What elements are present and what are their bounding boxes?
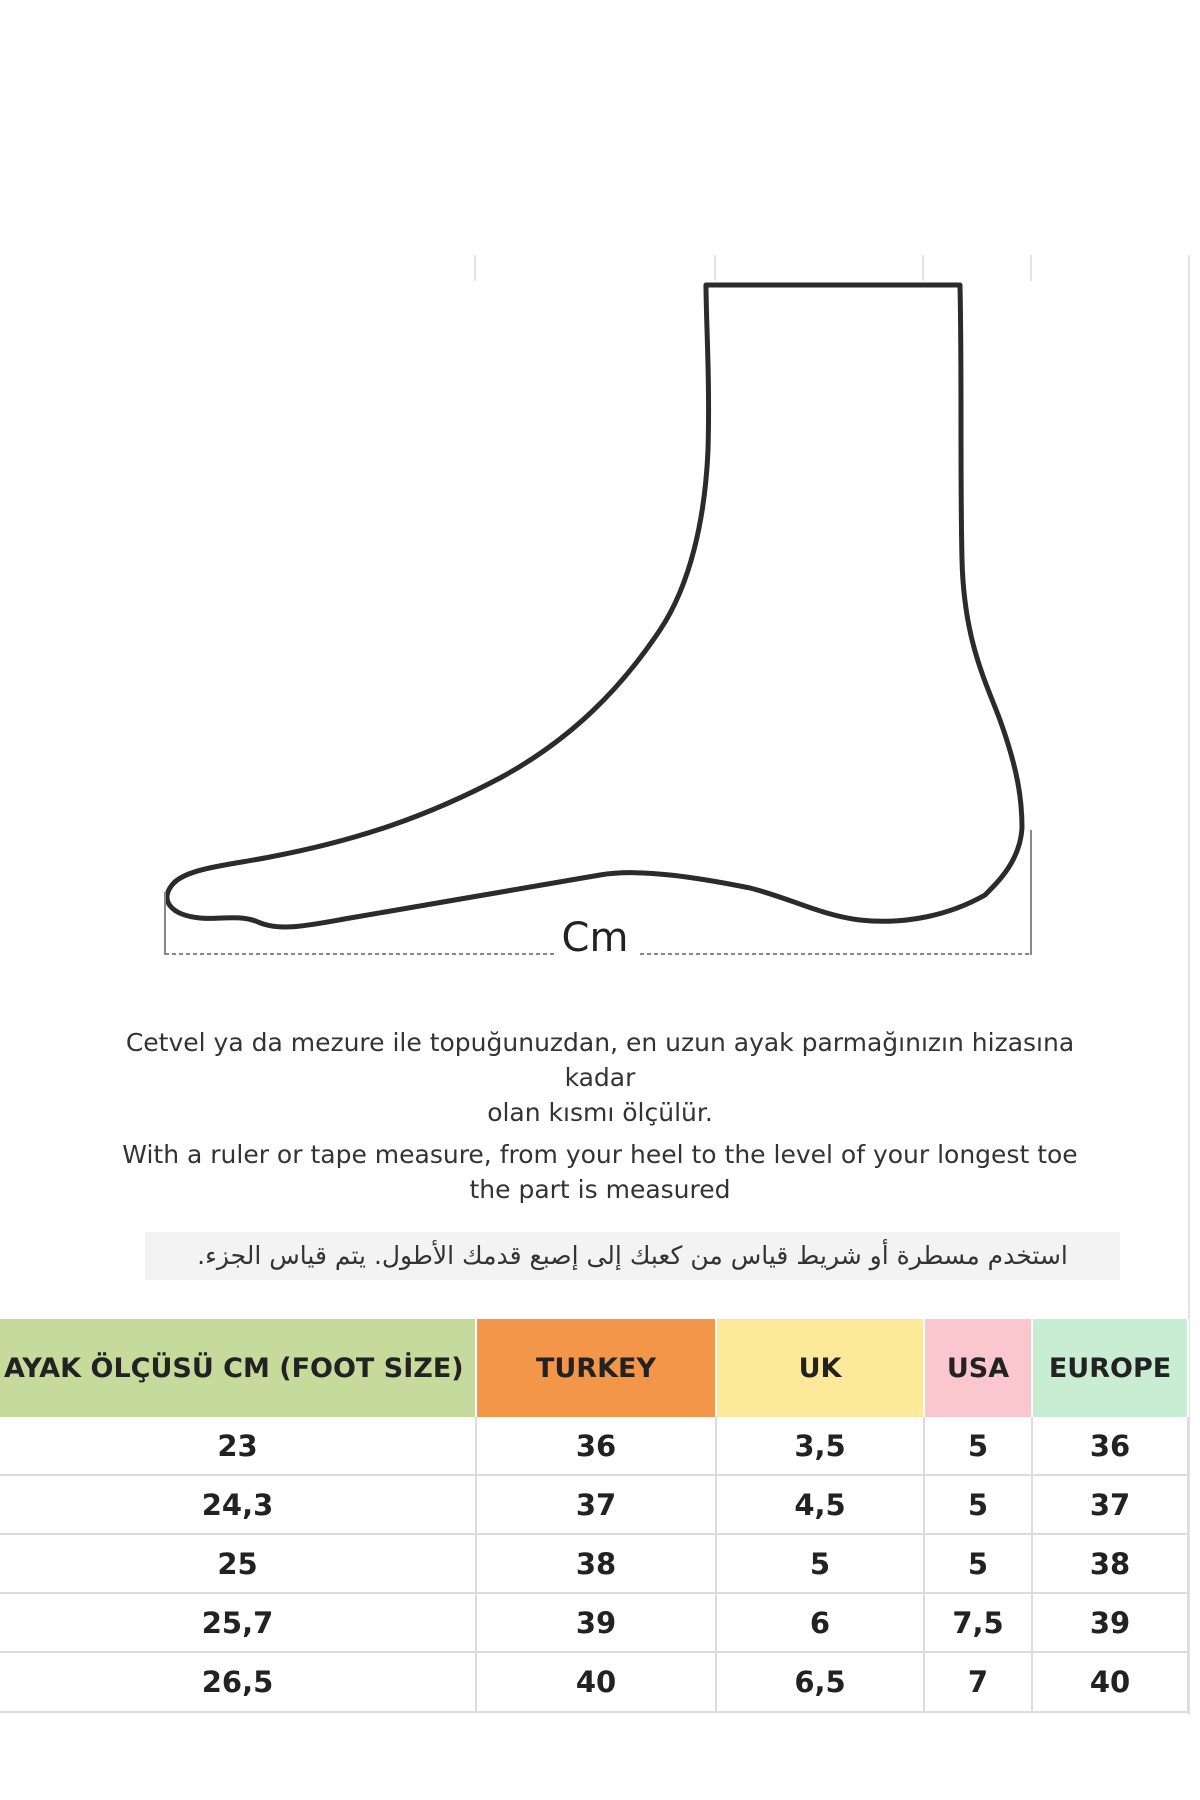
cell-usa: 5 [924, 1417, 1032, 1475]
size-chart-table [0, 1319, 1189, 1713]
instructions-turkish [100, 1025, 1100, 1130]
cell-foot-size: 25 [0, 1534, 476, 1593]
instructions-turkish-line2: olan kısmı ölçülür. [487, 1098, 713, 1127]
cell-europe: 36 [1032, 1417, 1188, 1475]
cell-europe: 40 [1032, 1652, 1188, 1712]
instructions-arabic: استخدم مسطرة أو شريط قياس من كعبك إلى إصبع قدمك الأطول. يتم قياس الجزء. [145, 1232, 1120, 1280]
header-europe: EUROPE [1032, 1319, 1188, 1417]
header-uk: UK [716, 1319, 924, 1417]
foot-outline [167, 285, 1022, 927]
cell-turkey: 39 [476, 1593, 716, 1652]
instructions-english [100, 1137, 1100, 1207]
cell-europe: 39 [1032, 1593, 1188, 1652]
cell-foot-size: 26,5 [0, 1652, 476, 1712]
cell-usa: 7,5 [924, 1593, 1032, 1652]
cell-uk: 4,5 [716, 1475, 924, 1534]
cell-uk: 6 [716, 1593, 924, 1652]
cell-turkey: 36 [476, 1417, 716, 1475]
cell-usa: 7 [924, 1652, 1032, 1712]
table-row [0, 1417, 1188, 1475]
table-row [0, 1652, 1188, 1712]
cell-usa: 5 [924, 1475, 1032, 1534]
cell-foot-size: 24,3 [0, 1475, 476, 1534]
instructions-turkish-line1: Cetvel ya da mezure ile topuğunuzdan, en uzun ayak parmağınızın hizasına kadar [125, 1028, 1075, 1092]
cell-uk: 5 [716, 1534, 924, 1593]
table-row [0, 1475, 1188, 1534]
cell-usa: 5 [924, 1534, 1032, 1593]
cell-uk: 6,5 [716, 1652, 924, 1712]
cell-europe: 38 [1032, 1534, 1188, 1593]
header-foot-size: AYAK ÖLÇÜSÜ CM (FOOT SİZE) [0, 1319, 476, 1417]
instructions-english-line1: With a ruler or tape measure, from your heel to the level of your longest toe [122, 1140, 1078, 1169]
cell-foot-size: 25,7 [0, 1593, 476, 1652]
cell-foot-size: 23 [0, 1417, 476, 1475]
cell-europe: 37 [1032, 1475, 1188, 1534]
header-turkey: TURKEY [476, 1319, 716, 1417]
table-header-row [0, 1319, 1188, 1417]
measure-unit-label: Cm [561, 915, 629, 961]
instructions-english-line2: the part is measured [469, 1175, 731, 1204]
cell-turkey: 37 [476, 1475, 716, 1534]
table-row [0, 1593, 1188, 1652]
header-usa: USA [924, 1319, 1032, 1417]
cell-uk: 3,5 [716, 1417, 924, 1475]
table-row [0, 1534, 1188, 1593]
cell-turkey: 40 [476, 1652, 716, 1712]
cell-turkey: 38 [476, 1534, 716, 1593]
